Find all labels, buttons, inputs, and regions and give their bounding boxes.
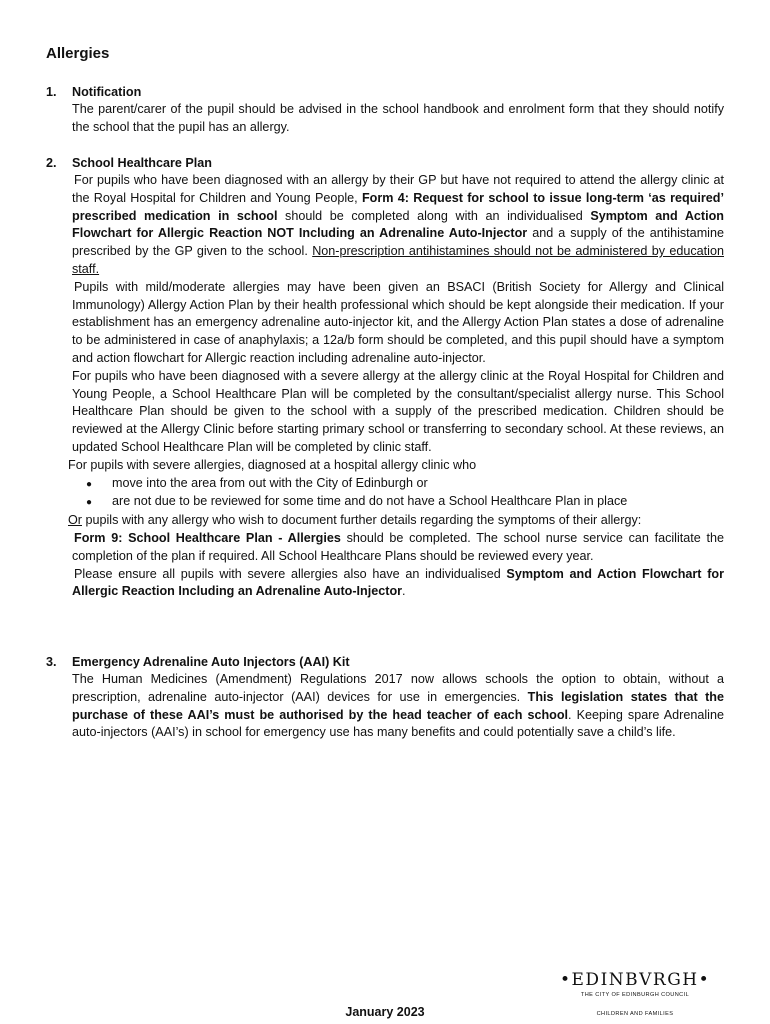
text-run: pupils with any allergy who wish to document further details regarding the symptoms of their allergy: <box>82 513 642 528</box>
text-run: . <box>402 584 406 599</box>
bullet-text: move into the area from out with the City of Edinburgh or <box>112 475 428 490</box>
text-run: For pupils who have been diagnosed with an allergy by their GP but have not required to attend the allergy clinic at the Royal Hospital for Children and Young People, <box>72 173 724 205</box>
bullet-text: are not due to be reviewed for some time and do not have a School Healthcare Plan in place <box>112 494 628 509</box>
section-number: 2. <box>46 156 57 170</box>
section-title: Notification <box>72 85 142 99</box>
healthcare-paragraph-hospital: For pupils with severe allergies, diagnosed at a hospital allergy clinic who <box>68 457 477 472</box>
section-aai-kit <box>46 653 724 742</box>
section-heading <box>46 653 724 671</box>
healthcare-paragraph-severe: For pupils who have been diagnosed with a severe allergy at the allergy clinic at the Royal Hospital for Children and Young People, a School Healthcare Plan will be completed by the consultant/specialist allergy nurse. This School Healthcare Plan should be given to the school with a supply of the prescribed medication. Children should be reviewed at the Allergy Clinic before starting primary school or transferring to secondary school. At these reviews, an updated School Healthcare Plan will be completed by clinic staff. <box>72 368 724 454</box>
healthcare-paragraph-gp <box>72 172 724 279</box>
section-title: Emergency Adrenaline Auto Injectors (AAI) Kit <box>72 655 350 669</box>
healthcare-paragraph-mild: Pupils with mild/moderate allergies may have been given an BSACI (British Society for Allergy and Clinical Immunology) Allergy Action Plan by their health professional which should be kept alongside their medication. If your establishment has an emergency adrenaline auto-injector kit, and the Allergy Action Plan states a dose of adrenaline to be administered in case of anaphylaxis; a 12a/b form should be completed, and this pupil should have a symptom and action flowchart for Allergic reaction including adrenaline auto-injector. <box>72 279 724 365</box>
logo-subtitle: THE CITY OF EDINBURGH COUNCIL <box>580 992 690 998</box>
healthcare-paragraph-flowchart <box>72 566 724 602</box>
bullet-icon: ● <box>86 497 93 509</box>
bullet-icon: ● <box>86 478 93 490</box>
list-item <box>86 493 724 512</box>
logo-wordmark: •EDINBVRGH• <box>560 970 711 990</box>
antihistamine-warning: Non-prescription antihistamines should not be administered by education staff. <box>72 244 724 276</box>
section-number: 1. <box>46 85 57 99</box>
section-healthcare-plan <box>46 154 724 601</box>
page-title: Allergies <box>46 45 110 62</box>
or-word: Or <box>68 513 82 528</box>
section-number: 3. <box>46 655 57 669</box>
section-heading <box>46 83 724 101</box>
healthcare-paragraph-or <box>68 512 724 530</box>
text-run: and a supply of the antihistamine prescribed by the GP given to the school. <box>72 226 724 259</box>
flowchart-reference: Symptom and Action Flowchart for Allergic Reaction Including an Adrenaline Auto-Injector <box>72 566 724 599</box>
text-run: should be completed. The school nurse service can facilitate the completion of the plan if required. All School Healthcare Plans should be reviewed every year. <box>72 530 725 563</box>
section-heading <box>46 154 724 172</box>
aai-paragraph <box>72 671 724 742</box>
notification-text: The parent/carer of the pupil should be advised in the school handbook and enrolment form that they should notify the school that the pupil has an allergy. <box>72 102 724 134</box>
healthcare-paragraph-form9 <box>72 530 724 566</box>
flowchart-reference: Symptom and Action Flowchart for Allergic Reaction NOT Including an Adrenaline Auto-Injector <box>72 208 724 241</box>
form-4-reference: Form 4: Request for school to issue long-term ‘as required’ prescribed medication in school <box>72 190 724 223</box>
text-run: . Keeping spare Adrenaline auto-injectors (AAI’s) in school for emergency use has many benefits and could potentially save a child’s life. <box>72 707 724 740</box>
council-logo <box>560 970 710 1018</box>
text-run: The Human Medicines (Amendment) Regulations 2017 now allows schools the option to obtain, without a prescription, adrenaline auto-injector (AAI) devices for use in emergencies. <box>72 672 724 704</box>
text-run: Please ensure all pupils with severe allergies also have an individualised <box>74 566 507 581</box>
section-notification <box>46 83 724 137</box>
logo-department: CHILDREN AND FAMILIES <box>596 1011 674 1017</box>
list-item <box>86 475 724 494</box>
legislation-statement: This legislation states that the purchase of these AAI’s must be authorised by the head teacher of each school <box>72 689 724 722</box>
form-9-reference: Form 9: School Healthcare Plan - Allergies <box>74 530 341 545</box>
footer-date: January 2023 <box>345 1005 425 1019</box>
section-title: School Healthcare Plan <box>72 156 212 170</box>
text-run: should be completed along with an individualised <box>277 208 591 223</box>
